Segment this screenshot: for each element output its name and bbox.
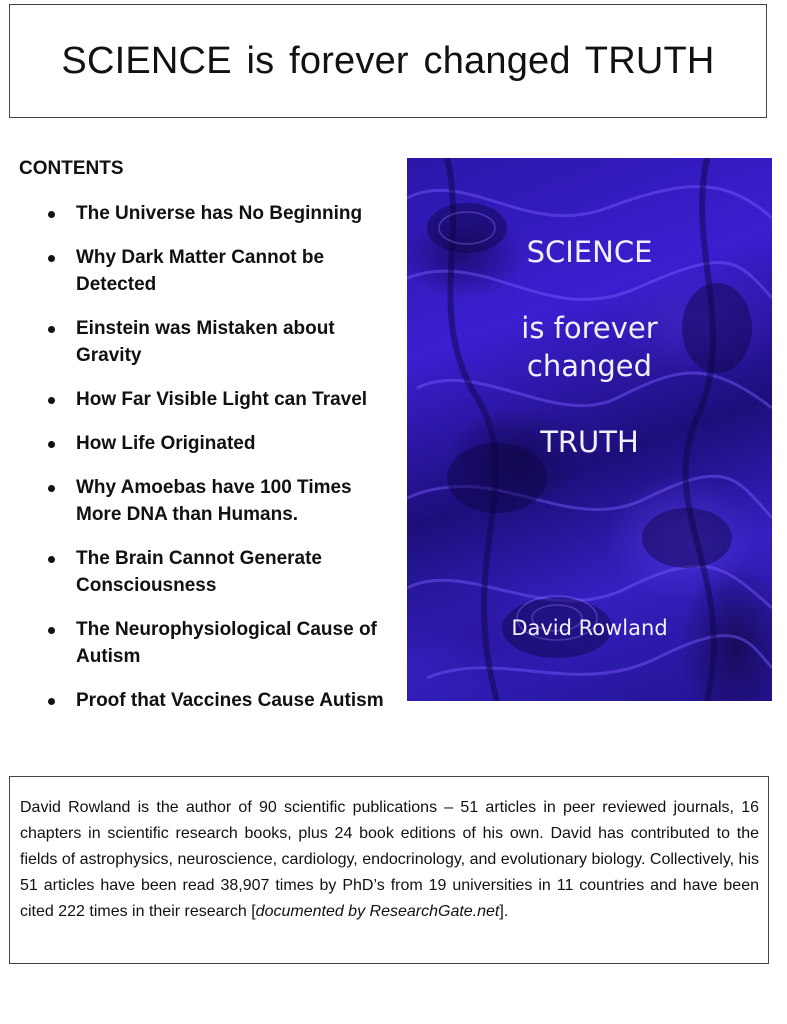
bio-italic-source: documented by ResearchGate.net xyxy=(255,903,500,920)
book-cover-image xyxy=(407,158,772,701)
cover-title-line: is forever xyxy=(521,311,658,345)
cover-title-line: TRUTH xyxy=(540,425,639,459)
contents-item-label: How Far Visible Light can Travel xyxy=(76,389,368,410)
bullet-icon xyxy=(48,211,55,218)
bio-text: David Rowland is the author of 90 scientific publications – 51 articles in peer reviewed journals, 16 chapters in scientific research books, plus 24 book editions of his own. David has contributed to the fields of astrophysics, neuroscience, cardiology, endocrinology, and evolutionary biology. Collectively, his 51 articles have been read 38,907 times by PhD’s from 19 universities in 11 countries and have been cited 222 times in their research [ xyxy=(20,799,759,920)
author-bio-box xyxy=(9,776,769,964)
contents-item-label: How Life Originated xyxy=(76,433,256,454)
bullet-icon xyxy=(48,556,55,563)
contents-item-label: Why Amoebas have 100 Times More DNA than Humans. xyxy=(76,477,352,525)
contents-item xyxy=(48,386,398,413)
page-title: SCIENCE is forever changed TRUTH xyxy=(61,39,715,82)
title-box xyxy=(9,4,767,118)
contents-item-label: The Neurophysiological Cause of Autism xyxy=(76,619,377,667)
cover-author: David Rowland xyxy=(511,616,668,640)
contents-item xyxy=(48,545,398,599)
bullet-icon xyxy=(48,698,55,705)
author-bio xyxy=(20,795,759,925)
contents-item-label: Proof that Vaccines Cause Autism xyxy=(76,690,384,711)
cover-title-line: SCIENCE xyxy=(526,235,653,269)
contents-list xyxy=(48,200,398,731)
contents-item xyxy=(48,315,398,369)
bullet-icon xyxy=(48,255,55,262)
bullet-icon xyxy=(48,627,55,634)
contents-item-label: The Universe has No Beginning xyxy=(76,203,363,224)
contents-item xyxy=(48,474,398,528)
contents-item xyxy=(48,687,398,714)
contents-heading: CONTENTS xyxy=(19,158,124,179)
contents-item xyxy=(48,430,398,457)
bio-text-end: ]. xyxy=(499,903,509,920)
bullet-icon xyxy=(48,485,55,492)
contents-item-label: The Brain Cannot Generate Consciousness xyxy=(76,548,322,596)
contents-item xyxy=(48,244,398,298)
contents-item-label: Why Dark Matter Cannot be Detected xyxy=(76,247,325,295)
contents-item-label: Einstein was Mistaken about Gravity xyxy=(76,318,335,366)
bullet-icon xyxy=(48,326,55,333)
cover-title-line: changed xyxy=(526,349,653,383)
contents-item xyxy=(48,616,398,670)
bullet-icon xyxy=(48,397,55,404)
bullet-icon xyxy=(48,441,55,448)
contents-item xyxy=(48,200,398,227)
